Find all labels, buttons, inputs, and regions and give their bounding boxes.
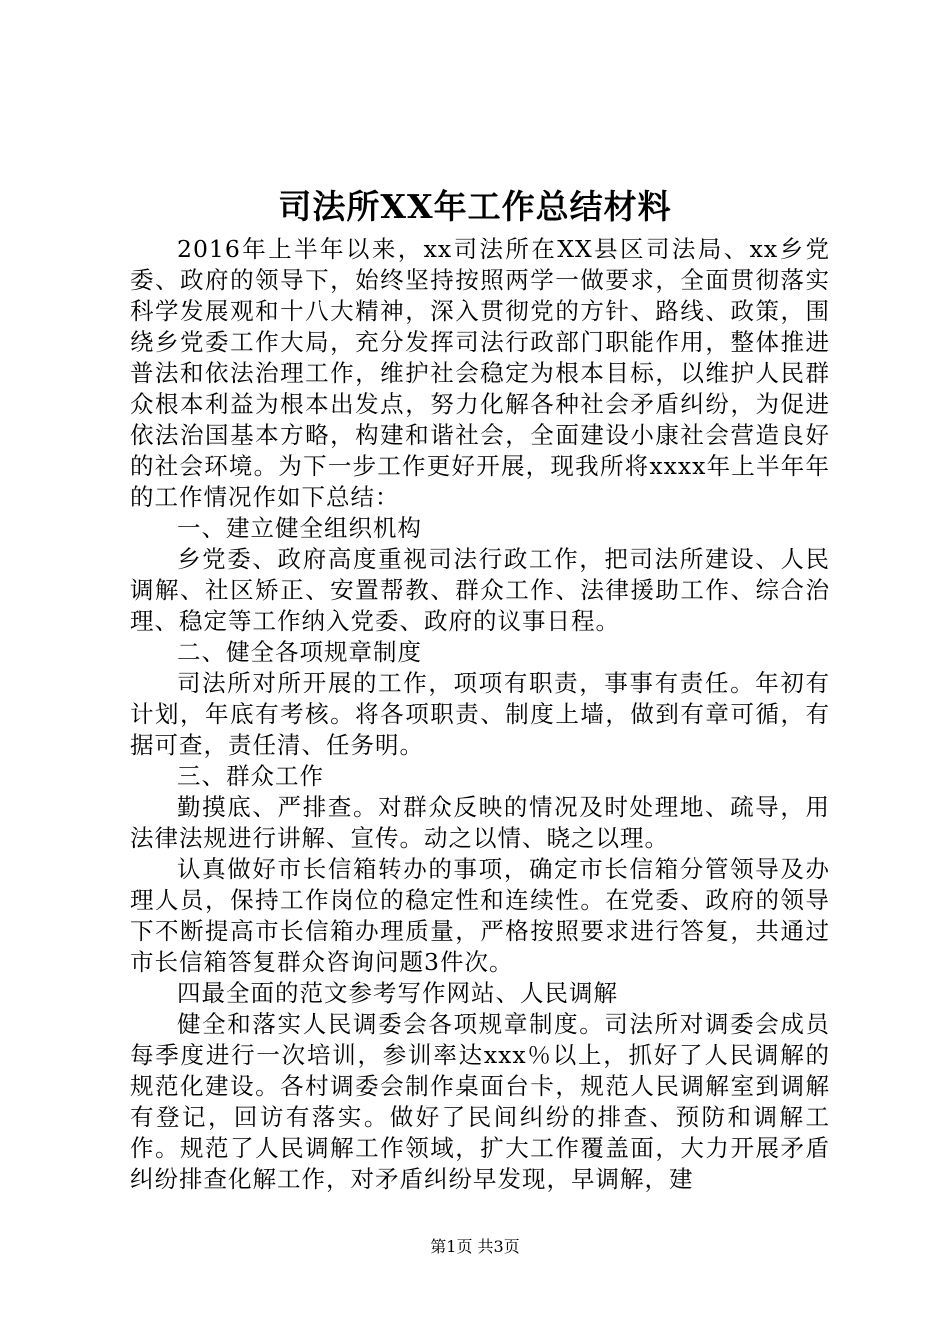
section-heading: 四最全面的范文参考写作网站、人民调解: [177, 979, 618, 1007]
paragraph: 认真做好市长信箱转办的事项，确定市长信箱分管领导及办理人员，保持工作岗位的稳定性和连续性。在党委、政府的领导下不断提高市长信箱办理质量，严格按照要求进行答复，共通过市长信箱答复群众咨询问题3件次。: [130, 855, 830, 976]
paragraph: 司法所对所开展的工作，项项有职责，事事有责任。年初有计划，年底有考核。将各项职责、制度上墙，做到有章可循，有据可查，责任清、任务明。: [130, 669, 830, 759]
paragraph: 2016年上半年以来，xx司法所在XX县区司法局、xx乡党委、政府的领导下，始终坚持按照两学一做要求，全面贯彻落实科学发展观和十八大精神，深入贯彻党的方针、路线、政策，围绕乡党委工作大局，充分发挥司法行政部门职能作用，整体推进普法和依法治理工作，维护社会稳定为根本目标，以维护人民群众根本利益为根本出发点，努力化解各种社会矛盾纠纷，为促进依法治国基本方略，构建和谐社会，全面建设小康社会营造良好的社会环境。为下一步工作更好开展，现我所将xxxx年上半年年的工作情况作如下总结：: [130, 235, 830, 511]
paragraph: 勤摸底、严排查。对群众反映的情况及时处理地、疏导，用法律法规进行讲解、宣传。动之以情、晓之以理。: [130, 793, 830, 852]
page-number: 第1页 共3页: [430, 1237, 520, 1256]
document-body: [130, 234, 830, 1195]
section-heading: 三、群众工作: [177, 762, 324, 790]
paragraph: 健全和落实人民调委会各项规章制度。司法所对调委会成员每季度进行一次培训，参训率达xxx％以上，抓好了人民调解的规范化建设。各村调委会制作桌面台卡，规范人民调解室到调解有登记，回访有落实。做好了民间纠纷的排查、预防和调解工作。规范了人民调解工作领域，扩大工作覆盖面，大力开展矛盾纠纷排查化解工作，对矛盾纠纷早发现，早调解，建: [130, 1010, 830, 1193]
document-title: 司法所XX年工作总结材料: [278, 187, 672, 226]
section-heading: 二、健全各项规章制度: [177, 638, 422, 666]
section-heading: 一、建立健全组织机构: [177, 514, 422, 542]
paragraph: 乡党委、政府高度重视司法行政工作，把司法所建设、人民调解、社区矫正、安置帮教、群众工作、法律援助工作、综合治理、稳定等工作纳入党委、政府的议事日程。: [130, 545, 830, 635]
